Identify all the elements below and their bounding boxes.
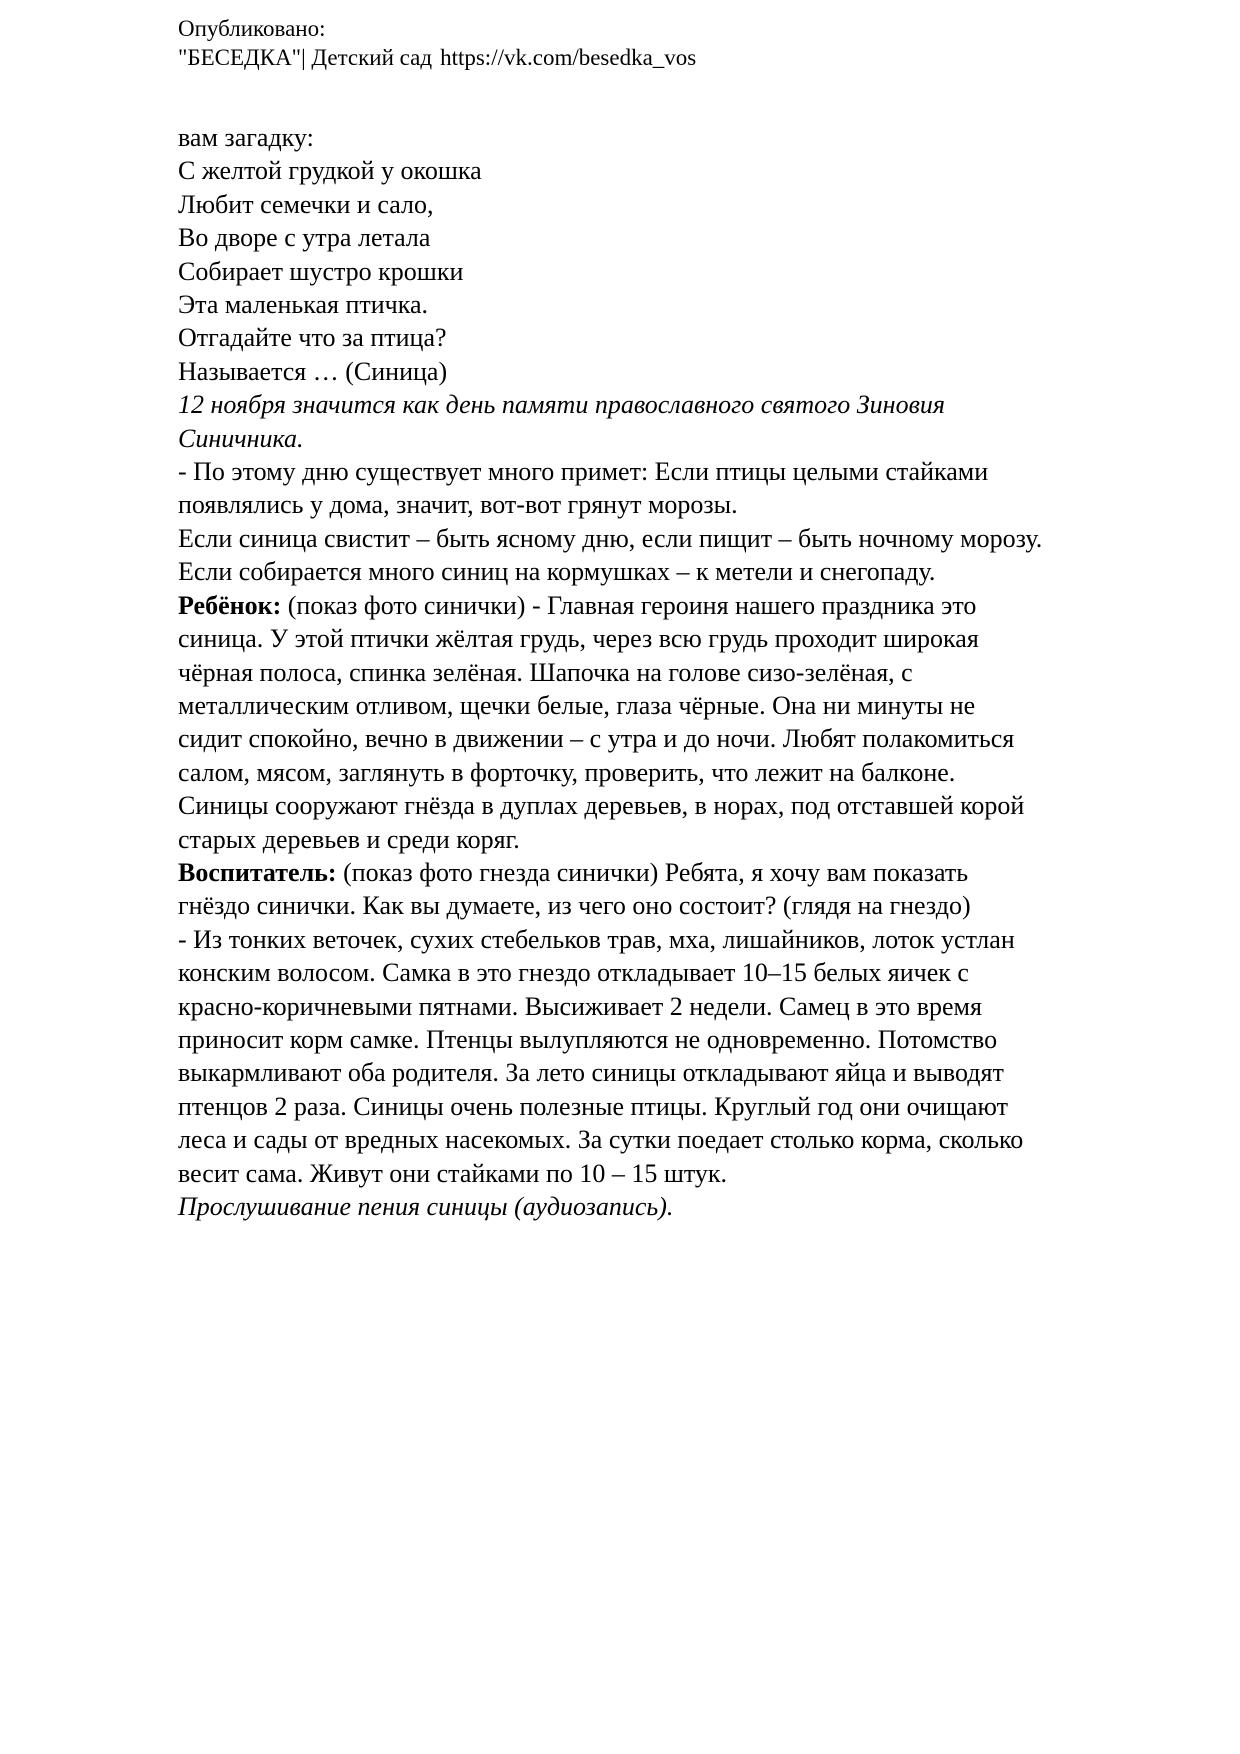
child-speech-line: салом, мясом, заглянуть в форточку, проверить, что лежит на балконе. xyxy=(178,757,956,787)
holiday-note xyxy=(178,388,1188,455)
teacher-speech-line: весит сама. Живут они стайками по 10 – 15 штук. xyxy=(178,1158,728,1188)
omens-section xyxy=(178,455,1188,589)
teacher-speech-line: конским волосом. Самка в это гнездо откладывает 10–15 белых яичек с xyxy=(178,958,969,988)
source-line xyxy=(178,43,1178,72)
riddle-section xyxy=(178,121,1188,388)
teacher-speech-line: птенцов 2 раза. Синицы очень полезные птицы. Круглый год они очищают xyxy=(178,1091,1008,1121)
publication-header xyxy=(178,14,1178,72)
child-speech-line: старых деревьев и среди коряг. xyxy=(178,824,520,854)
riddle-line: Любит семечки и сало, xyxy=(178,189,434,219)
source-url: https://vk.com/besedka_vos xyxy=(440,45,697,70)
teacher-speech-line: выкармливают оба родителя. За лето синицы откладывают яйца и выводят xyxy=(178,1058,1004,1088)
child-speech xyxy=(178,589,1188,856)
holiday-note-line: Синичника. xyxy=(178,423,304,453)
riddle-line: Во дворе с утра летала xyxy=(178,223,431,253)
teacher-speech-first-text: (показ фото гнезда синички) Ребята, я хочу вам показать xyxy=(336,857,969,887)
teacher-speech-line: приносит корм самке. Птенцы вылупляются не одновременно. Потомство xyxy=(178,1024,998,1054)
teacher-speech-line: гнёздо синички. Как вы думаете, из чего оно состоит? (глядя на гнездо) xyxy=(178,891,971,921)
document-body xyxy=(178,121,1188,1223)
riddle-line: вам загадку: xyxy=(178,123,314,152)
child-speaker-label: Ребёнок: xyxy=(178,590,282,620)
riddle-answer-line: Называется … (Синица) xyxy=(178,356,448,386)
child-speech-line: Синицы сооружают гнёзда в дуплах деревьев, в норах, под отставшей корой xyxy=(178,791,1025,821)
child-speech-line: синица. У этой птички жёлтая грудь, через всю грудь проходит широкая xyxy=(178,624,979,654)
child-speech-first-text: (показ фото синички) - Главная героиня нашего праздника это xyxy=(281,590,977,620)
omens-line: появлялись у дома, значит, вот-вот грянут морозы. xyxy=(178,490,738,520)
teacher-speaker-label: Воспитатель: xyxy=(178,857,337,887)
published-label: Опубликовано: xyxy=(178,16,326,41)
teacher-speech-line: леса и сады от вредных насекомых. За сутки поедает столько корма, сколько xyxy=(178,1125,1024,1155)
riddle-line: С желтой грудкой у окошка xyxy=(178,156,482,186)
riddle-line: Эта маленькая птичка. xyxy=(178,290,428,320)
closing-note xyxy=(178,1190,1188,1223)
child-speech-line: чёрная полоса, спинка зелёная. Шапочка на голове сизо-зелёная, с xyxy=(178,657,913,687)
source-name: "БЕСЕДКА"| Детский сад xyxy=(178,45,433,70)
teacher-speech-line: - Из тонких веточек, сухих стебельков трав, мха, лишайников, лоток устлан xyxy=(178,924,1015,954)
omens-line: Если собирается много синиц на кормушках – к метели и снегопаду. xyxy=(178,557,936,587)
teacher-speech xyxy=(178,856,1188,1190)
closing-note-line: Прослушивание пения синицы (аудиозапись). xyxy=(178,1192,674,1221)
riddle-line: Собирает шустро крошки xyxy=(178,256,464,286)
riddle-line: Отгадайте что за птица? xyxy=(178,323,447,353)
omens-line: - По этому дню существует много примет: Если птицы целыми стайками xyxy=(178,457,989,487)
omens-line: Если синица свистит – быть ясному дню, если пищит – быть ночному морозу. xyxy=(178,523,1043,553)
teacher-speech-first-line xyxy=(178,856,1188,889)
holiday-note-line: 12 ноября значится как день памяти православного святого Зиновия xyxy=(178,390,945,420)
child-speech-line: металлическим отливом, щечки белые, глаза чёрные. Она ни минуты не xyxy=(178,690,976,720)
teacher-speech-line: красно-коричневыми пятнами. Высиживает 2 недели. Самец в это время xyxy=(178,991,982,1021)
child-speech-first-line xyxy=(178,589,1188,622)
child-speech-line: сидит спокойно, вечно в движении – с утра и до ночи. Любят полакомиться xyxy=(178,724,1015,754)
